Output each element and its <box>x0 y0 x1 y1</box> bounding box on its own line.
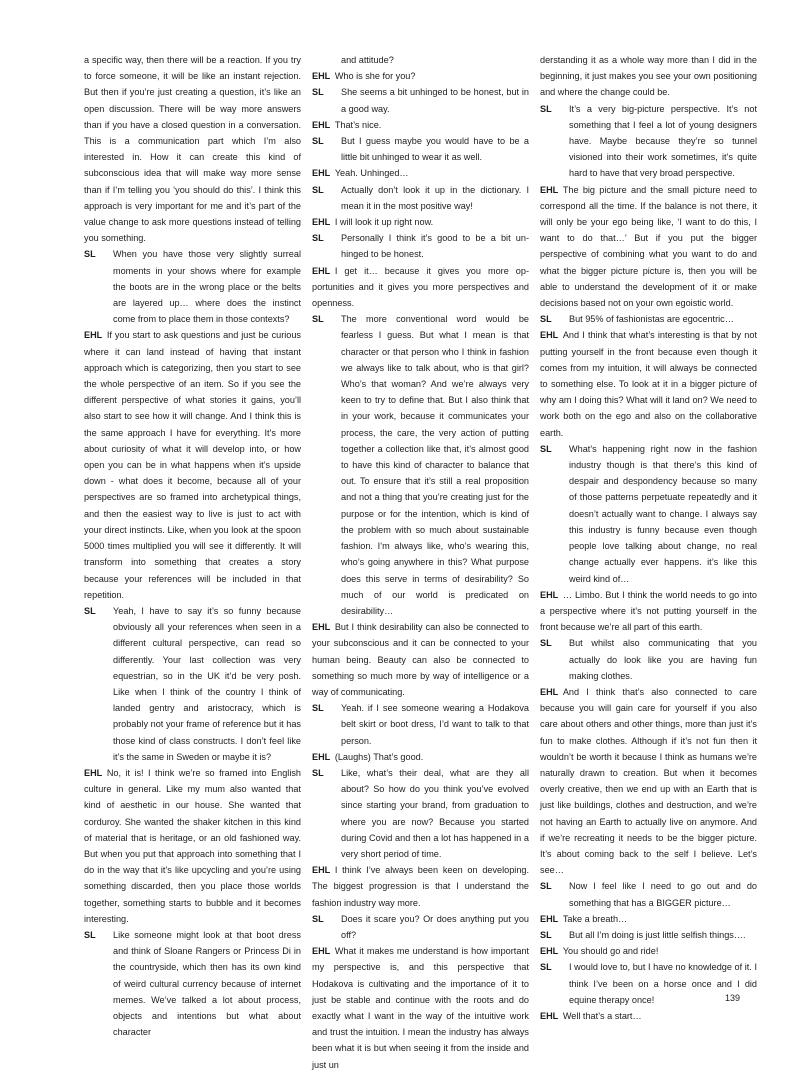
speaker-label: SL <box>84 929 96 940</box>
speaker-label: EHL <box>84 330 103 341</box>
speaker-label: SL <box>312 87 324 98</box>
speaker-label: SL <box>312 314 324 325</box>
speaker-label: SL <box>312 136 324 147</box>
speaker-label: EHL <box>540 946 559 957</box>
speaker-label: EHL <box>312 946 331 957</box>
paragraph-text: Well that’s a start… <box>562 1010 642 1021</box>
speaker-label: EHL <box>312 265 331 276</box>
interview-paragraph-sl <box>540 635 757 684</box>
interview-paragraph-ehl <box>540 943 757 959</box>
speaker-label: EHL <box>312 119 331 130</box>
interview-paragraph-sl <box>540 927 757 943</box>
interview-paragraph-sl <box>540 311 757 327</box>
interview-paragraph-sl <box>540 878 757 910</box>
speaker-label: SL <box>84 249 96 260</box>
speaker-label: EHL <box>312 622 331 633</box>
interview-paragraph-ehl <box>540 327 757 440</box>
speaker-label: EHL <box>312 751 331 762</box>
interview-paragraph <box>84 52 301 246</box>
paragraph-text: Does it scare you? Or does anything put you off? <box>341 913 529 940</box>
paragraph-text: Now I feel like I need to go out and do something that has a BIGGER picture… <box>569 881 757 908</box>
paragraph-text: Take a breath… <box>562 913 628 924</box>
speaker-label: SL <box>540 929 552 940</box>
paragraph-text: But 95% of fashionistas are egocentric… <box>569 314 734 325</box>
speaker-label: SL <box>540 314 552 325</box>
paragraph-text: Who is she for you? <box>334 71 416 82</box>
paragraph-text: But whilst also communicating that you actually do look like you are having fun making clothes. <box>569 638 757 681</box>
paragraph-text: It’s a very big-picture perspective. It’s not something that I feel a lot of young designers have. Maybe because they’re so tunnel visioned into their work sometimes, it’s quite hard to have that very broad perspective. <box>569 103 757 179</box>
speaker-label: SL <box>84 605 96 616</box>
interview-paragraph-sl <box>312 765 529 862</box>
interview-paragraph-ehl <box>540 684 757 878</box>
interview-paragraph-ehl <box>312 749 529 765</box>
paragraph-text: When you have those very slightly surreal moments in your shows where for example the boots are in the wrong place or the belts are layered up… where does the instinct come from to place them in those contexts? <box>113 249 301 325</box>
interview-paragraph-sl <box>312 133 529 165</box>
text-column-3 <box>540 52 757 1024</box>
interview-paragraph <box>312 52 529 68</box>
text-column-1 <box>84 52 301 1040</box>
speaker-label: SL <box>540 962 552 973</box>
interview-paragraph-sl <box>312 230 529 262</box>
speaker-label: SL <box>540 881 552 892</box>
interview-paragraph-sl <box>312 311 529 619</box>
interview-paragraph-ehl <box>312 619 529 700</box>
interview-paragraph-ehl <box>540 1008 757 1024</box>
speaker-label: SL <box>540 443 552 454</box>
paragraph-text: She seems a bit unhinged to be honest, but in a good way. <box>341 87 529 114</box>
speaker-label: EHL <box>540 913 559 924</box>
paragraph-text: That’s nice. <box>334 119 382 130</box>
paragraph-text: And I think that what’s interesting is that by not putting yourself in the front because even though it comes from my intuition, it will always be connected to something else. To look at it in a bigger picture of why am I doing this? What will it land on? We need to work both on the ego and also on the collaborative earth. <box>540 330 757 438</box>
paragraph-text: and attitude? <box>341 55 394 65</box>
interview-paragraph-sl <box>312 182 529 214</box>
paragraph-text: What’s happening right now in the fashion industry though is that there’s this kind of despair and despondency because so many of those patterns perpetuate repeatedly and it doesn’t actually want to change. I always say this industry is funny because even though people love talking about change, no real change actually ever happens. it’s like this weird kind of… <box>569 443 757 584</box>
paragraph-text: But all I’m doing is just little selfish things…. <box>569 929 746 940</box>
speaker-label: EHL <box>84 767 103 778</box>
interview-paragraph-ehl <box>84 327 301 602</box>
interview-paragraph-sl <box>312 911 529 943</box>
interview-paragraph-ehl <box>312 117 529 133</box>
interview-paragraph-ehl <box>312 862 529 911</box>
speaker-label: EHL <box>312 168 331 179</box>
interview-paragraph-sl <box>540 441 757 587</box>
paragraph-text: The more conventional word would be fearless I guess. But what I mean is that character or that person who I think in fashion we always like to talk about, who is that girl? Who’s that woman? And we’re always very keen to try to define that. But I also think that in your work, because it communicates your process, the care, the very action of putting together a collection like that, it’s almost good to have this kind of character to balance that out. To ensure that it’s still a real proposition and not a thing that you’re creating just for the purpose or for the intention, which is kind of the problem with so much about sustainable fashion. I’m always like, who’s wearing this, who’s going anywhere in this? What purpose does this serve in terms of desirability? So much of our world is predicated on desirability… <box>341 314 529 616</box>
paragraph-text: Yeah. if I see someone wearing a Hodakova belt skirt or boot dress, I’d want to talk to that person. <box>341 703 529 746</box>
interview-paragraph-ehl <box>540 587 757 636</box>
speaker-label: EHL <box>540 330 559 341</box>
speaker-label: SL <box>540 103 552 114</box>
interview-paragraph-sl <box>84 927 301 1040</box>
page-number: 139 <box>724 993 740 1003</box>
paragraph-text: And I think that’s also connected to care because you will gain care for yourself if you also care about others and other things, more than just it’s fun to make clothes. Although if it’s not fun then it wouldn’t be worth it because I think as humans we’re naturally drawn to creation. But when it becomes overly creative, then we end up with an Earth that is just like buildings, clothes and destruction, and we’re not having an Earth to actually live on anymore. And if we’re recreating it needs to be the bigger picture. It’s about coming back to the self I believe. Let’s see… <box>540 686 757 876</box>
paragraph-text: Like someone might look at that boot dress and think of Sloane Rangers or Princess Di in the countryside, which then has its own kind of weird cultural currency because of internet memes. We’ve talked a lot about process, objects and intentions but what about character <box>113 929 301 1038</box>
speaker-label: EHL <box>540 589 559 600</box>
paragraph-text: But I think desirability can also be connected to your subconscious and it can be connected to your human being. Beauty can also be connected to something so much more by way of intelligence or a way of communicating. <box>312 622 529 697</box>
interview-paragraph-sl <box>84 603 301 765</box>
paragraph-text: I will look it up right now. <box>334 217 434 228</box>
text-column-2 <box>312 52 529 1073</box>
paragraph-text: a specific way, then there will be a reaction. If you try to force someone, it will be like an instant rejection. But then if you’re just creating a question, it’s like an open discussion. There will be way more answers than if you have a closed question in a conversation. This is a communication part which I’m also interested in. How it can create this kind of subconscious idea that will make way more sense than if I’m telling you ‘you should do this’. I think this approach is very important for me and it’s part of the value change to ask more questions instead of telling you something. <box>84 55 301 244</box>
paragraph-text: derstanding it as a whole way more than I did in the beginning, it just makes you see your own positioning and where the change could be. <box>540 55 757 98</box>
speaker-label: EHL <box>312 865 331 876</box>
interview-paragraph-ehl <box>312 214 529 230</box>
interview-paragraph-ehl <box>312 68 529 84</box>
paragraph-text: I think I’ve always been keen on developing. The biggest progression is that I understand the fashion industry way more. <box>312 865 529 908</box>
interview-paragraph <box>540 52 757 101</box>
paragraph-text: Like, what’s their deal, what are they all about? So how do you think you’ve evolved since starting your brand, from graduation to where you are now? Because you started during Covid and then a lot has happened in a very short period of time. <box>341 767 529 859</box>
interview-paragraph-sl <box>540 101 757 182</box>
interview-paragraph-ehl <box>540 911 757 927</box>
speaker-label: SL <box>312 233 324 244</box>
paragraph-text: If you start to ask questions and just be curious where it can land instead of having that instant approach which is categorizing, then you start to see the whole perspective of an item. So if you see the different perspective of what stories it gains, you’ll also start to see how it will change. And I think this is the same approach I have for everything. It’s more about curiosity of what it will develop into, or how open you can be in what happens when it’s upside down - what does it become, because all of your perspectives are so framed into archetypical things, and then the easiest way to live is just to act with your direct instincts. Like, when you look at the spoon 5000 times multiplied you will see it differently. It will transform into something that creates a story because your references will be included in that repetition. <box>84 330 301 600</box>
paragraph-text: Yeah. Unhinged… <box>334 168 409 179</box>
paragraph-text: Yeah, I have to say it’s so funny because obviously all your references when seen in a different cultural perspective, can read so differently. Your last collection was very equestrian, so in the UK it’d be very posh. Like when I think of the country I think of landed gentry and aristocracy, which is probably not your frame of reference but it has those kind of class constructs. I don’t feel like it’s the same in Sweden or maybe it is? <box>113 605 301 762</box>
interview-paragraph-sl <box>84 246 301 327</box>
paragraph-text: You should go and ride! <box>562 946 659 957</box>
paragraph-text: … Limbo. But I think the world needs to go into a perspective where it’s not putting yourself in the front because we’re all part of this earth. <box>540 589 757 633</box>
interview-paragraph-ehl <box>312 263 529 312</box>
interview-paragraph-sl <box>312 84 529 116</box>
speaker-label: SL <box>312 767 324 778</box>
paragraph-text: I get it… because it gives you more opportunities and it gives you more perspectives and openness. <box>312 265 529 309</box>
paragraph-text: Actually don’t look it up in the dictionary. I mean it in the most positive way! <box>341 184 529 211</box>
paragraph-text: Personally I think it’s good to be a bit unhinged to be honest. <box>341 233 529 260</box>
speaker-label: SL <box>312 703 324 714</box>
speaker-label: EHL <box>312 71 331 82</box>
interview-paragraph-sl <box>312 700 529 749</box>
paragraph-text: What it makes me understand is how important my perspective is, and this perspective that Hodakova is cultivating and the importance of it to just be stable and continue with the roots and do exactly what I want in the way of the intuitive work and trust the intuition. I mean the industry has always been what it is but when seeing it from the inside and just un <box>312 946 529 1070</box>
interview-paragraph-ehl <box>540 182 757 312</box>
speaker-label: EHL <box>540 1010 559 1021</box>
paragraph-text: No, it is! I think we’re so framed into English culture in general. Like my mum also wanted that kind of aesthetic in our house. She wanted that corduroy. She wanted the shaker kitchen in this kind of material that is heritage, or an old fashioned way. But when you put that approach into something that I do in the way that it’s like upcycling and you’re using something discarded, then you place those worlds together, something starts to bubble and it becomes interesting. <box>84 767 301 924</box>
speaker-label: EHL <box>312 217 331 228</box>
speaker-label: SL <box>312 913 324 924</box>
interview-paragraph-ehl <box>312 165 529 181</box>
paragraph-text: (Laughs) That’s good. <box>334 751 424 762</box>
paragraph-text: I would love to, but I have no knowledge of it. I think I’ve been on a horse once and I did equine therapy once! <box>569 962 757 1005</box>
paragraph-text: But I guess maybe you would have to be a little bit unhinged to wear it as well. <box>341 136 529 163</box>
speaker-label: EHL <box>540 184 559 195</box>
interview-paragraph-ehl <box>84 765 301 927</box>
speaker-label: EHL <box>540 686 559 697</box>
speaker-label: SL <box>312 184 324 195</box>
speaker-label: SL <box>540 638 552 649</box>
paragraph-text: The big picture and the small picture need to correspond all the time. If the balance is not there, it will only be your ego being like, ‘I want to do this, I want to do that…’ But if you put the bigger perspective of combining what you want to do and what the bigger picture picture is, then you will be able to understand the development of it or make decisions based not on your own egoistic world. <box>540 184 757 309</box>
interview-paragraph-ehl <box>312 943 529 1073</box>
